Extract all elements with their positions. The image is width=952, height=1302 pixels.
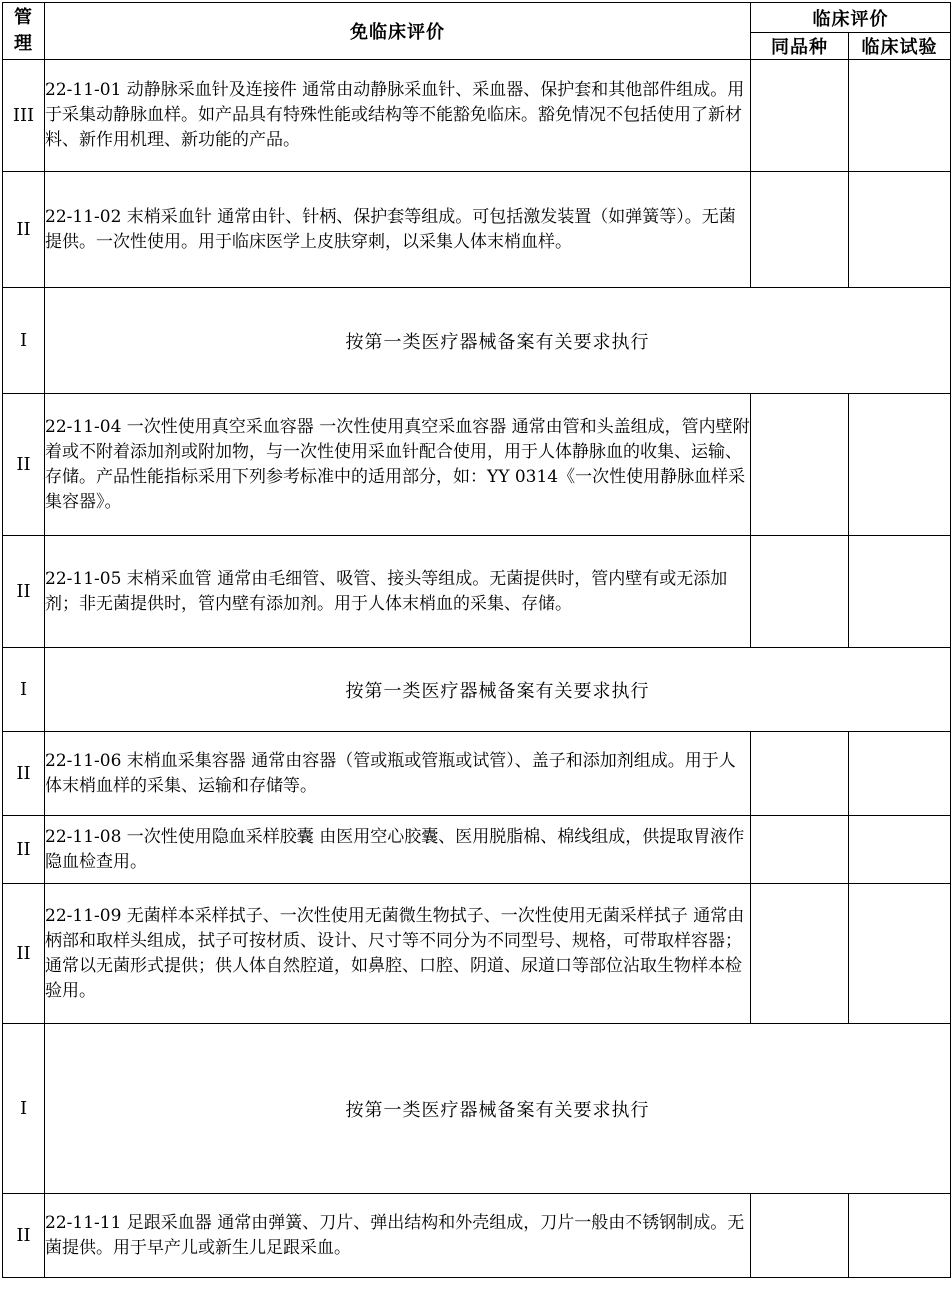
- management-header: [3, 3, 45, 60]
- same-variety-header: 同品种: [751, 33, 849, 60]
- clinical-trial-cell: [849, 1194, 951, 1278]
- exempt-description: 22-11-06 末梢血采集容器 通常由容器（管或瓶或管瓶或试管）、盖子和添加剂组成。用于人体末梢血样的采集、运输和存储等。: [45, 732, 751, 816]
- management-class: II: [3, 884, 45, 1024]
- clinical-trial-header: 临床试验: [849, 33, 951, 60]
- same-variety-cell: [751, 60, 849, 172]
- management-class: II: [3, 172, 45, 288]
- same-variety-cell: [751, 536, 849, 648]
- filing-note: 按第一类医疗器械备案有关要求执行: [45, 648, 951, 732]
- clinical-trial-cell: [849, 732, 951, 816]
- management-header-text: 管 理: [14, 7, 33, 54]
- exempt-description: 22-11-11 足跟采血器 通常由弹簧、刀片、弹出结构和外壳组成，刀片一般由不锈钢制成。无菌提供。用于早产儿或新生儿足跟采血。: [45, 1194, 751, 1278]
- management-class: I: [3, 288, 45, 394]
- same-variety-cell: [751, 172, 849, 288]
- exempt-description: 22-11-09 无菌样本采样拭子、一次性使用无菌微生物拭子、一次性使用无菌采样拭子 通常由柄部和取样头组成，拭子可按材质、设计、尺寸等不同分为不同型号、规格，可带取样容器；通常以无菌形式提供；供人体自然腔道，如鼻腔、口腔、阴道、尿道口等部位沾取生物样本检验用。: [45, 884, 751, 1024]
- note-row: [3, 648, 951, 732]
- same-variety-cell: [751, 732, 849, 816]
- clinical-eval-header: 临床评价: [751, 3, 951, 33]
- management-class: II: [3, 394, 45, 536]
- same-variety-cell: [751, 884, 849, 1024]
- table-row: [3, 1194, 951, 1278]
- table-row: [3, 172, 951, 288]
- same-variety-cell: [751, 816, 849, 884]
- management-class: I: [3, 648, 45, 732]
- management-class: II: [3, 732, 45, 816]
- note-row: [3, 1024, 951, 1194]
- management-class: II: [3, 536, 45, 648]
- management-class: II: [3, 1194, 45, 1278]
- management-class: II: [3, 816, 45, 884]
- clinical-trial-cell: [849, 172, 951, 288]
- exempt-description: 22-11-04 一次性使用真空采血容器 一次性使用真空采血容器 通常由管和头盖组成，管内壁附着或不附着添加剂或附加物，与一次性使用采血针配合使用，用于人体静脉血的收集、运输、存储。产品性能指标采用下列参考标准中的适用部分，如：YY 0314《一次性使用静脉血样采集容器》。: [45, 394, 751, 536]
- exempt-description: 22-11-02 末梢采血针 通常由针、针柄、保护套等组成。可包括激发装置（如弹簧等）。无菌提供。一次性使用。用于临床医学上皮肤穿刺，以采集人体末梢血样。: [45, 172, 751, 288]
- filing-note: 按第一类医疗器械备案有关要求执行: [45, 1024, 951, 1194]
- exempt-description: 22-11-01 动静脉采血针及连接件 通常由动静脉采血针、采血器、保护套和其他部件组成。用于采集动静脉血样。如产品具有特殊性能或结构等不能豁免临床。豁免情况不包括使用了新材料、新作用机理、新功能的产品。: [45, 60, 751, 172]
- table-row: [3, 536, 951, 648]
- clinical-trial-cell: [849, 884, 951, 1024]
- exempt-description: 22-11-08 一次性使用隐血采样胶囊 由医用空心胶囊、医用脱脂棉、棉线组成，供提取胃液作隐血检查用。: [45, 816, 751, 884]
- table-body: [3, 60, 951, 1278]
- clinical-trial-cell: [849, 816, 951, 884]
- management-class: I: [3, 1024, 45, 1194]
- exempt-description: 22-11-05 末梢采血管 通常由毛细管、吸管、接头等组成。无菌提供时，管内壁有或无添加剂；非无菌提供时，管内壁有添加剂。用于人体末梢血的采集、存储。: [45, 536, 751, 648]
- table-row: [3, 816, 951, 884]
- same-variety-cell: [751, 394, 849, 536]
- table-row: [3, 884, 951, 1024]
- table-row: [3, 394, 951, 536]
- clinical-trial-cell: [849, 60, 951, 172]
- clinical-trial-cell: [849, 536, 951, 648]
- filing-note: 按第一类医疗器械备案有关要求执行: [45, 288, 951, 394]
- exempt-header: 免临床评价: [45, 3, 751, 60]
- same-variety-cell: [751, 1194, 849, 1278]
- note-row: [3, 288, 951, 394]
- classification-table: [2, 2, 951, 1278]
- table-row: [3, 732, 951, 816]
- table-row: [3, 60, 951, 172]
- management-class: III: [3, 60, 45, 172]
- clinical-trial-cell: [849, 394, 951, 536]
